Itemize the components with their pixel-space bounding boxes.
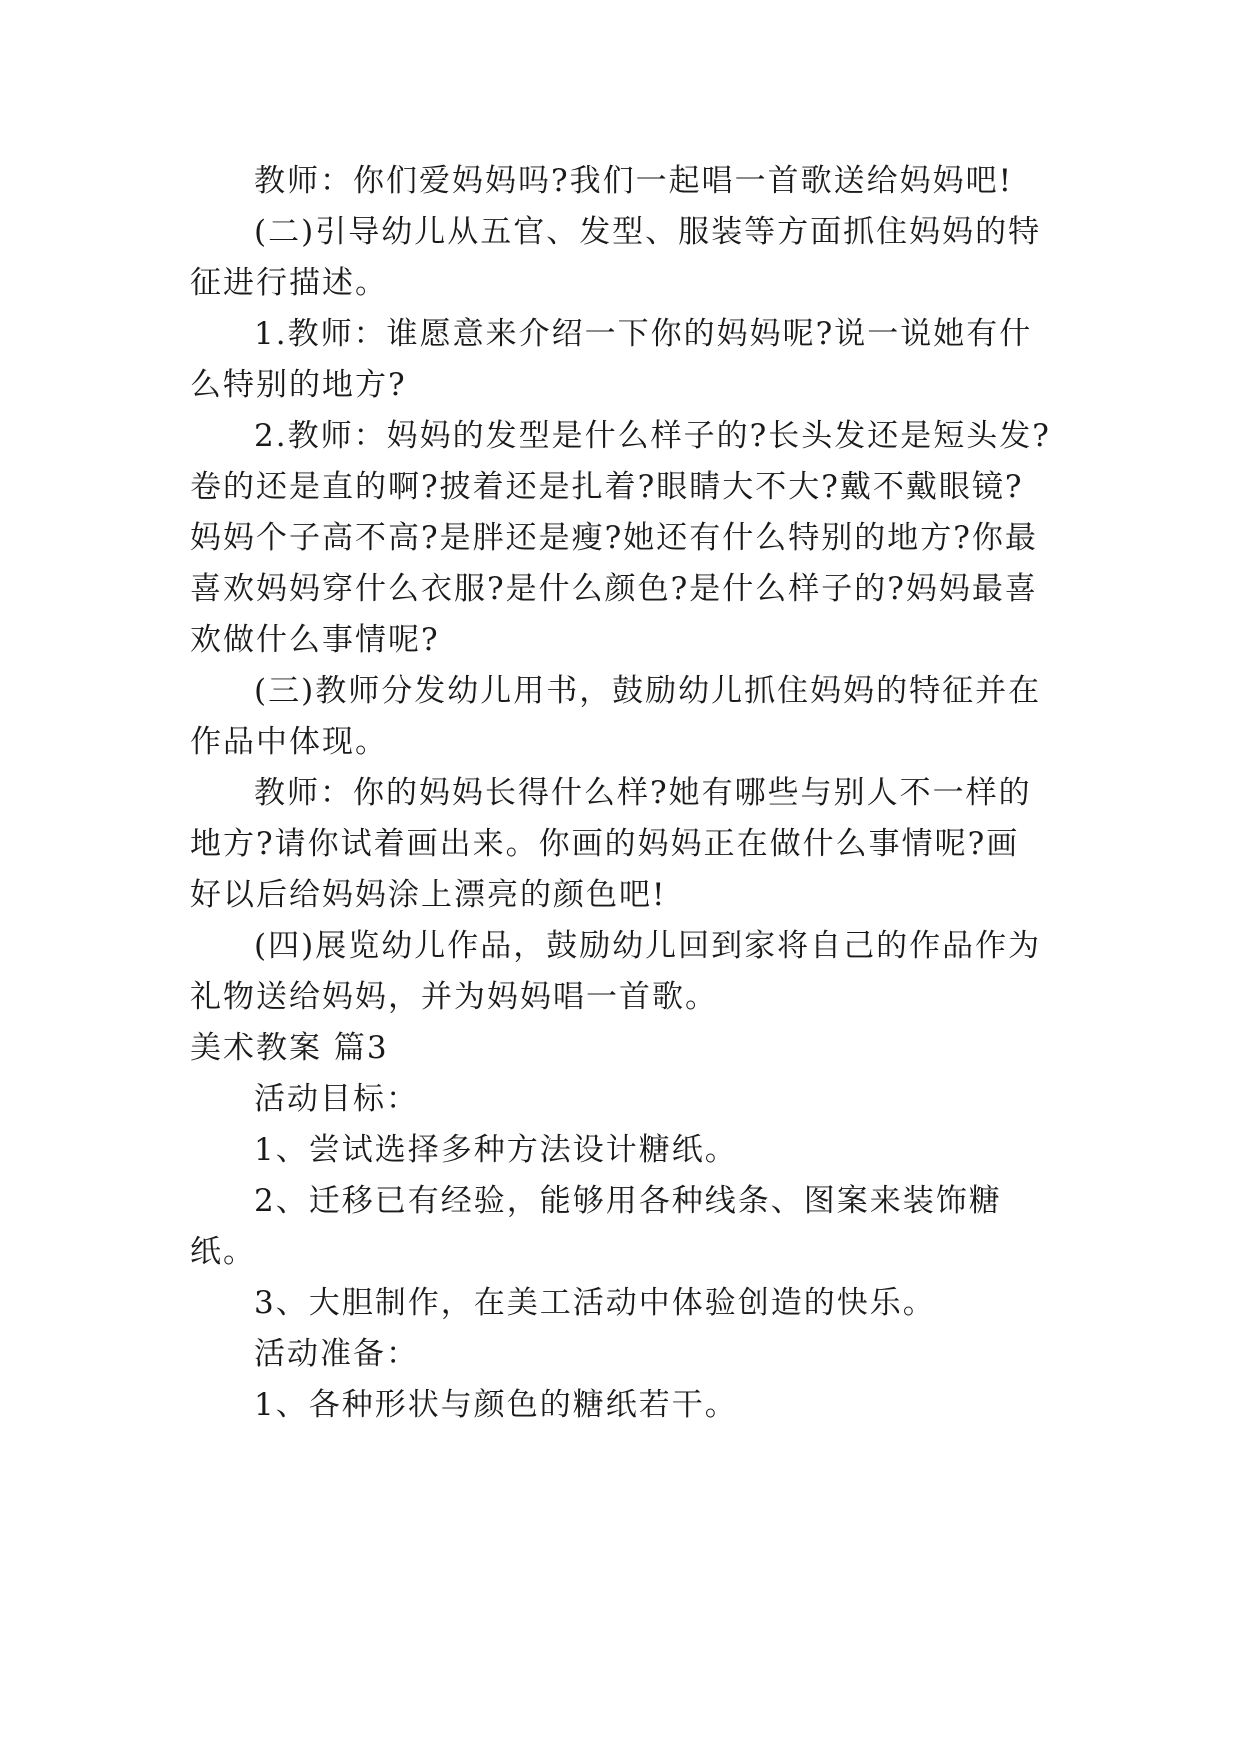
list-item-goal-3: 3、大胆制作，在美工活动中体验创造的快乐。 <box>254 1285 936 1321</box>
list-item-goal-1: 1、尝试选择多种方法设计糖纸。 <box>254 1132 738 1168</box>
document-body <box>190 156 1052 1431</box>
paragraph-1: 教师：你们爱妈妈吗?我们一起唱一首歌送给妈妈吧! <box>254 163 1014 199</box>
paragraph-activity-prep: 活动准备： <box>254 1336 419 1372</box>
paragraph-6: 教师：你的妈妈长得什么样?她有哪些与别人不一样的地方?请你试着画出来。你画的妈妈正在做什么事情呢?画好以后给妈妈涂上漂亮的颜色吧! <box>190 775 1032 913</box>
section-heading: 美术教案 篇3 <box>190 1030 389 1066</box>
paragraph-5: (三)教师分发幼儿用书，鼓励幼儿抓住妈妈的特征并在作品中体现。 <box>190 673 1042 760</box>
list-item-prep-1: 1、各种形状与颜色的糖纸若干。 <box>254 1387 738 1423</box>
paragraph-2: (二)引导幼儿从五官、发型、服装等方面抓住妈妈的特征进行描述。 <box>190 214 1042 301</box>
paragraph-3: 1.教师：谁愿意来介绍一下你的妈妈呢?说一说她有什么特别的地方? <box>190 316 1033 403</box>
paragraph-activity-goals: 活动目标： <box>254 1081 419 1117</box>
list-item-goal-2: 2、迁移已有经验，能够用各种线条、图案来装饰糖纸。 <box>190 1183 1002 1270</box>
paragraph-4: 2.教师：妈妈的发型是什么样子的?长头发还是短头发?卷的还是直的啊?披着还是扎着?眼睛大不大?戴不戴眼镜?妈妈个子高不高?是胖还是瘦?她还有什么特别的地方?你最喜欢妈妈穿什么衣服?是什么颜色?是什么样子的?妈妈最喜欢做什么事情呢? <box>190 418 1051 658</box>
paragraph-7: (四)展览幼儿作品，鼓励幼儿回到家将自己的作品作为礼物送给妈妈，并为妈妈唱一首歌。 <box>190 928 1042 1015</box>
